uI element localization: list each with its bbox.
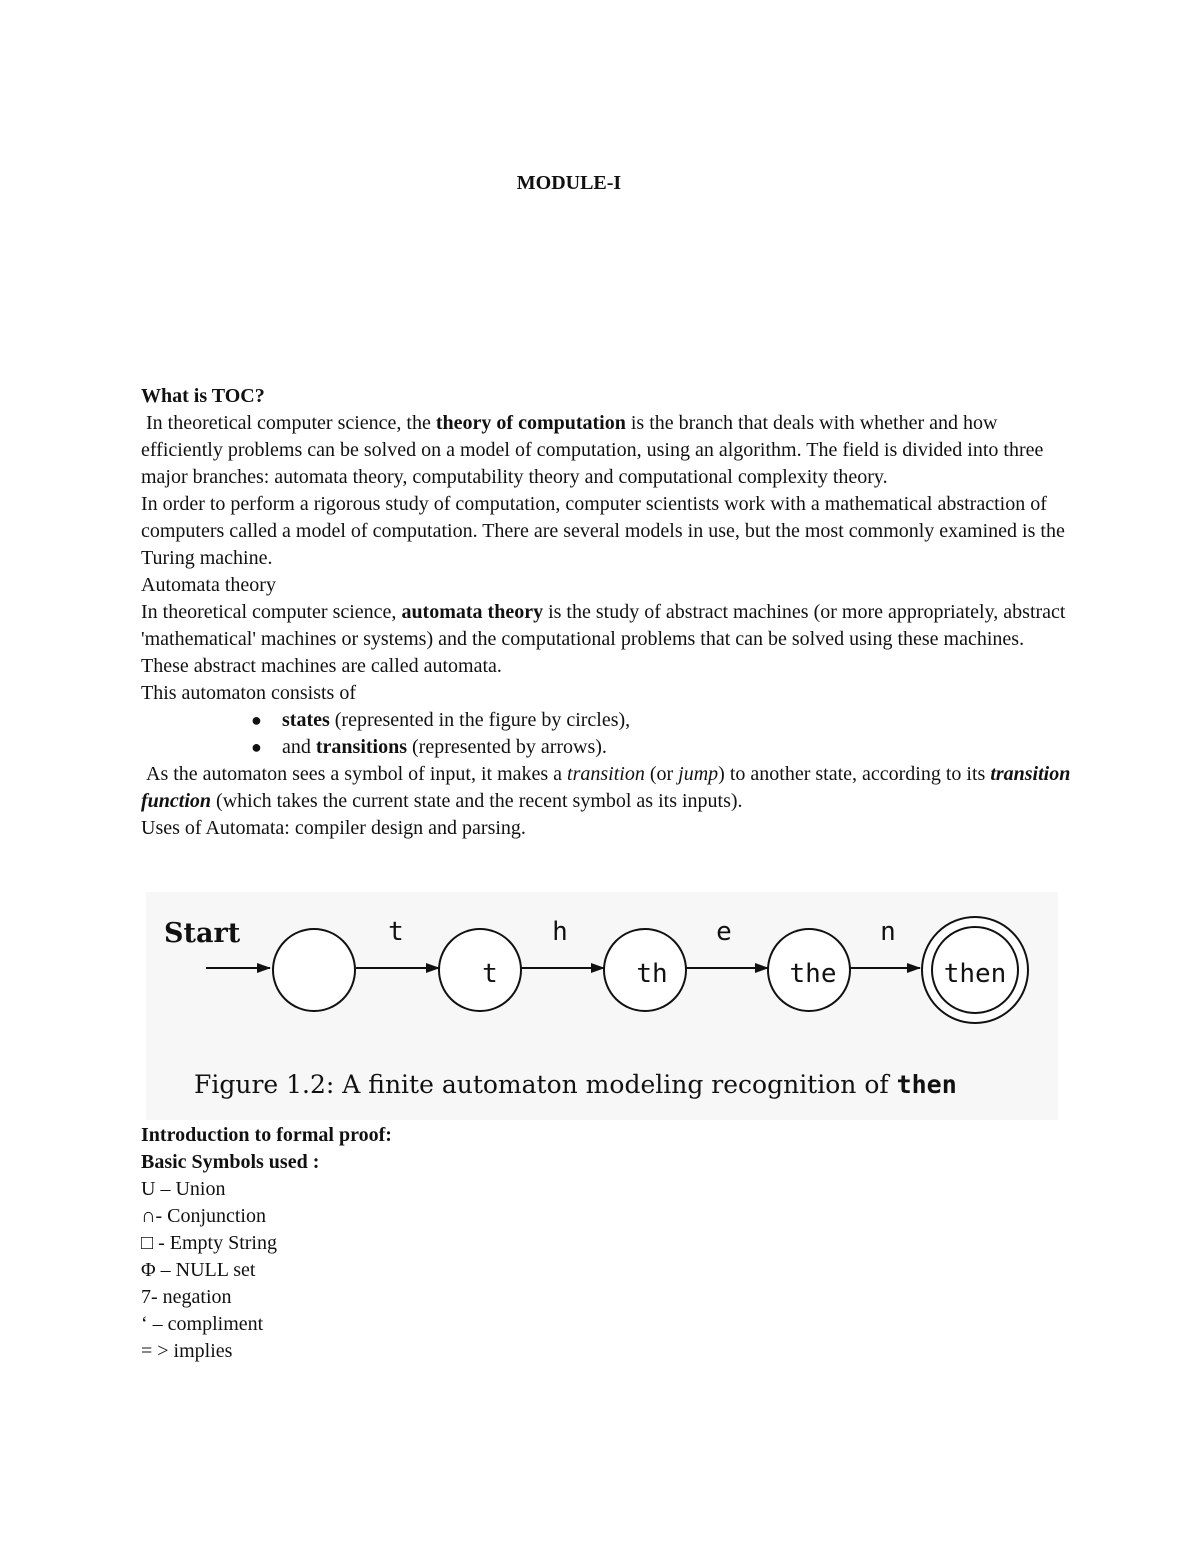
state-t [439,929,521,1011]
main-text [141,383,1071,842]
caption-text: Figure 1.2: A finite automaton modeling recognition of [194,1070,897,1099]
bold-term-states: states [282,709,330,731]
bullet-icon: ● [251,737,262,757]
list-item [141,734,1071,761]
paragraph-uses-of-automata: Uses of Automata: compiler design and parsing. [141,817,526,839]
bullet-icon: ● [251,710,262,730]
list-item [141,707,1071,734]
paragraph-toc-definition [141,410,1071,491]
text-fragment: is the study of abstract machines (or more appropriately, abstract 'mathematical' machines or systems) and the computational problems that can be solved using these machines. These abstract machines are called automata. [141,601,1066,677]
text-fragment: is the branch that deals with whether and how efficiently problems can be solved on a model of computation, using an algorithm. The field is divided into three major branches: automata theory, computability theory and computational complexity theory. [141,412,1044,488]
state-label-then: then [943,959,1007,989]
caption-code: then [896,1070,957,1099]
section-heading-basic-symbols: Basic Symbols used : [141,1151,320,1173]
text-fragment: (represented by arrows). [407,736,607,758]
section-heading-formal-proof: Introduction to formal proof: [141,1124,392,1146]
symbol-null-set: Φ – NULL set [141,1259,256,1281]
text-fragment: (or [644,763,679,785]
bullet-list [141,707,1071,761]
text-fragment: In theoretical computer science, [141,601,402,623]
edge-label-e: e [716,917,732,947]
text-fragment: As the automaton sees a symbol of input, it makes a [146,763,568,785]
italic-term-transition: transition [567,763,645,785]
edge-label-t: t [388,917,404,947]
page-title: MODULE-I [516,172,622,194]
paragraph-automata-definition [141,599,1071,680]
symbol-negation: 7- negation [141,1286,232,1308]
text-fragment: (which takes the current state and the recent symbol as its inputs). [211,790,743,812]
bold-term-transitions: transitions [315,736,408,758]
state-label-th: th [636,959,668,989]
symbol-conjunction: ∩- Conjunction [141,1205,266,1227]
symbol-compliment: ‘ – compliment [141,1313,264,1335]
text-fragment: and [282,736,316,758]
bold-term-automata-theory: automata theory [401,601,544,623]
start-label: Start [164,918,241,949]
symbol-union: U – Union [141,1178,226,1200]
symbol-empty-string: □ - Empty String [141,1232,277,1254]
section-heading-what-is-toc: What is TOC? [141,385,265,407]
state-start [273,929,355,1011]
state-label-t: t [482,959,498,989]
bold-italic-term-transition-function: transition function [141,763,1071,812]
figure-caption [194,1070,957,1099]
text-fragment: In theoretical computer science, the [146,412,436,434]
bold-term-theory-of-computation: theory of computation [435,412,626,434]
edge-label-h: h [552,917,568,947]
intro-section [141,1122,741,1365]
automaton-figure [146,892,1058,1120]
paragraph-automaton-consists: This automaton consists of [141,682,356,704]
text-fragment: ) to another state, according to its [718,763,991,785]
automaton-diagram [146,892,1058,1120]
italic-term-jump: jump [678,763,719,785]
text-fragment: (represented in the figure by circles), [329,709,631,731]
edge-label-n: n [880,917,896,947]
paragraph-transition [141,761,1071,815]
state-label-the: the [789,959,837,989]
paragraph-model-of-computation: In order to perform a rigorous study of computation, computer scientists work with a mathematical abstraction of computers called a model of computation. There are several models in use, but the most commonly examined is the Turing machine. [141,493,1065,569]
symbol-implies: = > implies [141,1340,233,1362]
subheading-automata-theory: Automata theory [141,574,276,596]
